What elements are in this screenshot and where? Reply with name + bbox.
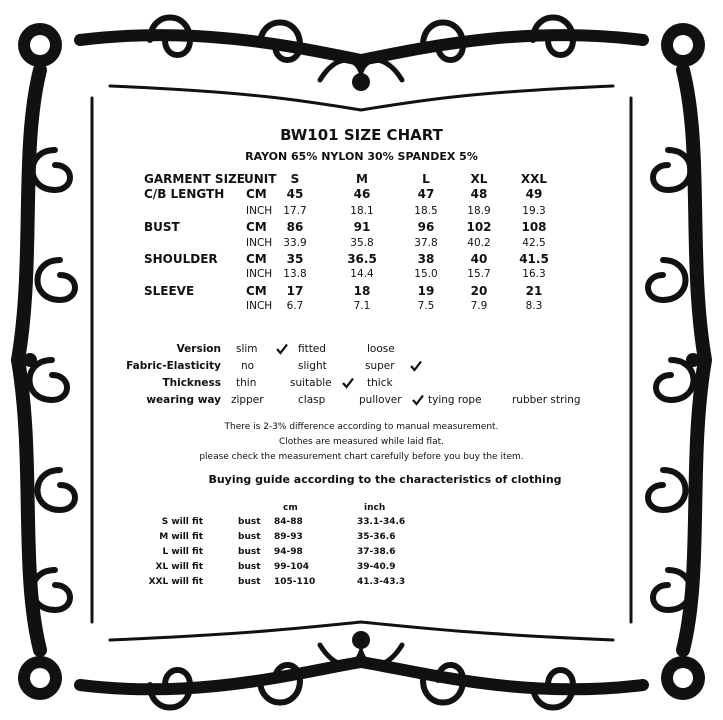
cell: 18 [353, 284, 371, 298]
cell: 36.5 [347, 252, 377, 266]
cell: 18.9 [467, 205, 491, 217]
cell: 35 [286, 252, 304, 266]
fit-part: bust [238, 547, 261, 557]
cell: 15.7 [467, 268, 491, 280]
cell: 14.4 [350, 268, 374, 280]
size-header-l: L [422, 172, 430, 186]
cell: 41.5 [519, 252, 549, 266]
row-label-shoulder: SHOULDER [144, 252, 218, 266]
unit-cm: CM [246, 187, 267, 201]
cell: 102 [466, 220, 492, 234]
unit-cm: CM [246, 220, 267, 234]
option-slight: slight [298, 360, 327, 372]
garment-size-header: GARMENT SIZE [144, 172, 245, 186]
cell: 15.0 [414, 268, 438, 280]
cell: 16.3 [522, 268, 546, 280]
fit-part: bust [238, 562, 261, 572]
unit-inch: INCH [246, 237, 273, 249]
cell: 86 [286, 220, 304, 234]
row-label-cb-length: C/B LENGTH [144, 187, 225, 201]
label-thickness: Thickness [162, 377, 221, 389]
cell: 45 [286, 187, 304, 201]
check-mark-icon [275, 342, 289, 356]
size-header-xxl: XXL [520, 172, 548, 186]
unit-inch: INCH [246, 300, 273, 312]
fit-part: bust [238, 577, 261, 587]
cell: 21 [525, 284, 543, 298]
check-mark-icon [411, 393, 425, 407]
fit-inch: 37-38.6 [357, 547, 396, 557]
fit-inch: 39-40.9 [357, 562, 396, 572]
fit-label: M will fit [159, 532, 203, 542]
option-super: super [365, 360, 395, 372]
cell: 96 [417, 220, 435, 234]
fit-cm: 99-104 [274, 562, 310, 572]
cell: 6.7 [286, 300, 304, 312]
row-label-bust: BUST [144, 220, 180, 234]
fit-part: bust [238, 517, 261, 527]
option-clasp: clasp [298, 394, 326, 406]
chart-title: BW101 SIZE CHART [280, 126, 443, 144]
fit-cm: 105-110 [274, 577, 316, 587]
unit-cm: CM [246, 252, 267, 266]
option-rubber-string: rubber string [512, 394, 581, 406]
unit-inch: INCH [246, 205, 273, 217]
cell: 8.3 [525, 300, 543, 312]
size-header-xl: XL [470, 172, 488, 186]
cell: 7.5 [417, 300, 435, 312]
cell: 108 [521, 220, 547, 234]
fit-label: XL will fit [155, 562, 203, 572]
size-header-m: M [356, 172, 368, 186]
cell: 37.8 [414, 237, 438, 249]
note-difference: There is 2-3% difference according to manual measurement. [224, 422, 499, 432]
cell: 7.1 [353, 300, 371, 312]
cell: 13.8 [283, 268, 307, 280]
cell: 17 [286, 284, 304, 298]
cell: 33.9 [283, 237, 307, 249]
cell: 18.5 [414, 205, 438, 217]
cell: 20 [470, 284, 488, 298]
fit-label: XXL will fit [148, 577, 203, 587]
option-zipper: zipper [231, 394, 264, 406]
check-mark-icon [409, 359, 423, 373]
cell: 19.3 [522, 205, 546, 217]
size-header-s: S [290, 172, 300, 186]
cell: 18.1 [350, 205, 374, 217]
label-fabric-elasticity: Fabric-Elasticity [126, 360, 221, 372]
label-wearing-way: wearing way [146, 394, 221, 406]
material-composition: RAYON 65% NYLON 30% SPANDEX 5% [245, 150, 478, 163]
option-suitable: suitable [290, 377, 332, 389]
note-check-chart: please check the measurement chart carefully before you buy the item. [199, 452, 524, 462]
unit-header: UNIT [244, 172, 277, 186]
option-no: no [241, 360, 255, 372]
cell: 38 [417, 252, 435, 266]
cell: 91 [353, 220, 371, 234]
cell: 19 [417, 284, 435, 298]
buying-guide-cm-header: cm [283, 503, 298, 513]
cell: 46 [353, 187, 371, 201]
option-fitted: fitted [298, 343, 326, 355]
cell: 17.7 [283, 205, 307, 217]
option-pullover: pullover [359, 394, 402, 406]
fit-inch: 35-36.6 [357, 532, 396, 542]
cell: 49 [525, 187, 543, 201]
check-mark-icon [341, 376, 355, 390]
fit-inch: 33.1-34.6 [357, 517, 406, 527]
buying-guide-inch-header: inch [364, 503, 386, 513]
buying-guide-title: Buying guide according to the characteristics of clothing [208, 473, 562, 486]
fit-label: L will fit [162, 547, 203, 557]
fit-inch: 41.3-43.3 [357, 577, 406, 587]
cell: 40 [470, 252, 488, 266]
unit-inch: INCH [246, 268, 273, 280]
cell: 7.9 [470, 300, 488, 312]
option-slim: slim [236, 343, 258, 355]
cell: 35.8 [350, 237, 374, 249]
cell: 48 [470, 187, 488, 201]
cell: 40.2 [467, 237, 491, 249]
option-tying-rope: tying rope [428, 394, 482, 406]
note-laid-flat: Clothes are measured while laid flat. [279, 437, 444, 447]
row-label-sleeve: SLEEVE [144, 284, 195, 298]
fit-part: bust [238, 532, 261, 542]
cell: 47 [417, 187, 435, 201]
label-version: Version [176, 343, 221, 355]
option-thin: thin [236, 377, 257, 389]
option-loose: loose [367, 343, 395, 355]
fit-cm: 94-98 [274, 547, 303, 557]
option-thick: thick [367, 377, 393, 389]
cell: 42.5 [522, 237, 546, 249]
fit-label: S will fit [161, 517, 203, 527]
fit-cm: 89-93 [274, 532, 303, 542]
unit-cm: CM [246, 284, 267, 298]
fit-cm: 84-88 [274, 517, 303, 527]
